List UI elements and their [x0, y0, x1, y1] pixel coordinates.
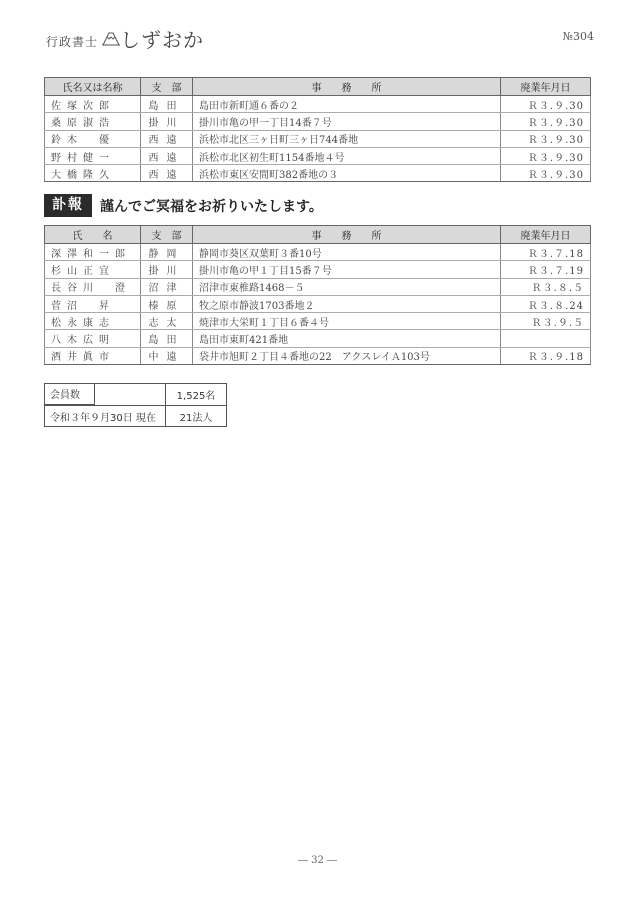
- cell-name: 佐塚次郎: [45, 96, 141, 113]
- member-count-label-text: 会員数: [45, 383, 95, 405]
- cell-name: 酒井眞市: [45, 347, 141, 364]
- cell-branch: 静岡: [141, 244, 193, 261]
- cell-branch: 掛川: [141, 113, 193, 130]
- table-row: [45, 244, 591, 261]
- cell-address: 島田市東町421番地: [193, 330, 501, 347]
- cell-address: 沼津市東椎路1468－５: [193, 278, 501, 295]
- member-count-date: 令和３年９月30日 現在: [45, 406, 166, 427]
- cell-branch: 中遠: [141, 347, 193, 364]
- cell-branch: 榛原: [141, 295, 193, 312]
- column-header-date: 廃業年月日: [501, 78, 591, 96]
- issue-number: №304: [562, 30, 594, 43]
- table-header-row: [45, 78, 591, 96]
- cell-address: 袋井市旭町２丁目４番地の22 アクスレイＡ103号: [193, 347, 501, 364]
- column-header-office: 事 務 所: [193, 226, 501, 244]
- cell-date: [501, 330, 591, 347]
- cell-date: Ｒ３.８.24: [501, 295, 591, 312]
- cell-name: 松永康志: [45, 313, 141, 330]
- page-number: ― 32 ―: [297, 855, 338, 866]
- cell-address: 掛川市亀の甲一丁目14番７号: [193, 113, 501, 130]
- page-header: [46, 24, 594, 52]
- cell-name: 深澤和一郎: [45, 244, 141, 261]
- member-count-label: [45, 384, 166, 406]
- table-header-row: [45, 226, 591, 244]
- table-row: [45, 295, 591, 312]
- cell-branch: 西遠: [141, 165, 193, 182]
- cell-date: Ｒ３.９.５: [501, 313, 591, 330]
- cell-name: 鈴木 優: [45, 130, 141, 147]
- cell-date: Ｒ３.７.18: [501, 244, 591, 261]
- column-header-name: 氏 名: [45, 226, 141, 244]
- member-count-individual: 1,525名: [166, 384, 227, 406]
- cell-branch: 志太: [141, 313, 193, 330]
- cell-address: 焼津市大栄町１丁目６番４号: [193, 313, 501, 330]
- cell-address: 牧之原市静波1703番地２: [193, 295, 501, 312]
- cell-date: Ｒ３.８.５: [501, 278, 591, 295]
- cell-name: 八木広明: [45, 330, 141, 347]
- table-row: [45, 330, 591, 347]
- cell-address: 浜松市北区三ヶ日町三ヶ日744番地: [193, 130, 501, 147]
- cell-name: 長谷川 澄: [45, 278, 141, 295]
- mount-fuji-icon: [102, 30, 120, 46]
- obituary-label: 訃報: [44, 194, 92, 217]
- cell-date: Ｒ３.９.30: [501, 165, 591, 182]
- cell-date: Ｒ３.９.18: [501, 347, 591, 364]
- cell-name: 杉山正宜: [45, 261, 141, 278]
- cell-date: Ｒ３.７.19: [501, 261, 591, 278]
- member-count-corporate: 21法人: [166, 406, 227, 427]
- cell-address: 浜松市東区安間町382番地の３: [193, 165, 501, 182]
- table-row: [45, 165, 591, 182]
- cell-branch: 西遠: [141, 130, 193, 147]
- column-header-name: 氏名又は名称: [45, 78, 141, 96]
- obituary-table: [44, 225, 591, 365]
- column-header-branch: 支 部: [141, 226, 193, 244]
- closure-table: [44, 77, 591, 182]
- table-row: [45, 347, 591, 364]
- cell-name: 菅沼 昇: [45, 295, 141, 312]
- cell-name: 野村健一: [45, 147, 141, 164]
- obituary-text: 謹んでご冥福をお祈りいたします。: [100, 199, 323, 215]
- column-header-office: 事 務 所: [193, 78, 501, 96]
- table-row: [45, 278, 591, 295]
- header-big-title: しずおか: [120, 28, 204, 52]
- cell-address: 掛川市亀の甲１丁目15番７号: [193, 261, 501, 278]
- cell-branch: 掛川: [141, 261, 193, 278]
- cell-address: 島田市新町通６番の２: [193, 96, 501, 113]
- member-count-box: [44, 383, 227, 427]
- header-small-title: 行政書士: [46, 35, 99, 49]
- cell-date: Ｒ３.９.30: [501, 113, 591, 130]
- cell-name: 大橋隆久: [45, 165, 141, 182]
- cell-date: Ｒ３.９.30: [501, 130, 591, 147]
- table-row: [45, 147, 591, 164]
- column-header-date: 廃業年月日: [501, 226, 591, 244]
- cell-branch: 島田: [141, 330, 193, 347]
- cell-address: 浜松市北区初生町1154番地４号: [193, 147, 501, 164]
- table-row: [45, 113, 591, 130]
- table-row: [45, 313, 591, 330]
- column-header-branch: 支 部: [141, 78, 193, 96]
- cell-date: Ｒ３.９.30: [501, 96, 591, 113]
- cell-date: Ｒ３.９.30: [501, 147, 591, 164]
- table-row: [45, 96, 591, 113]
- table-row: [45, 130, 591, 147]
- cell-address: 静岡市葵区双葉町３番10号: [193, 244, 501, 261]
- cell-branch: 島田: [141, 96, 193, 113]
- cell-branch: 西遠: [141, 147, 193, 164]
- cell-branch: 沼津: [141, 278, 193, 295]
- cell-name: 桑原淑浩: [45, 113, 141, 130]
- table-row: [45, 261, 591, 278]
